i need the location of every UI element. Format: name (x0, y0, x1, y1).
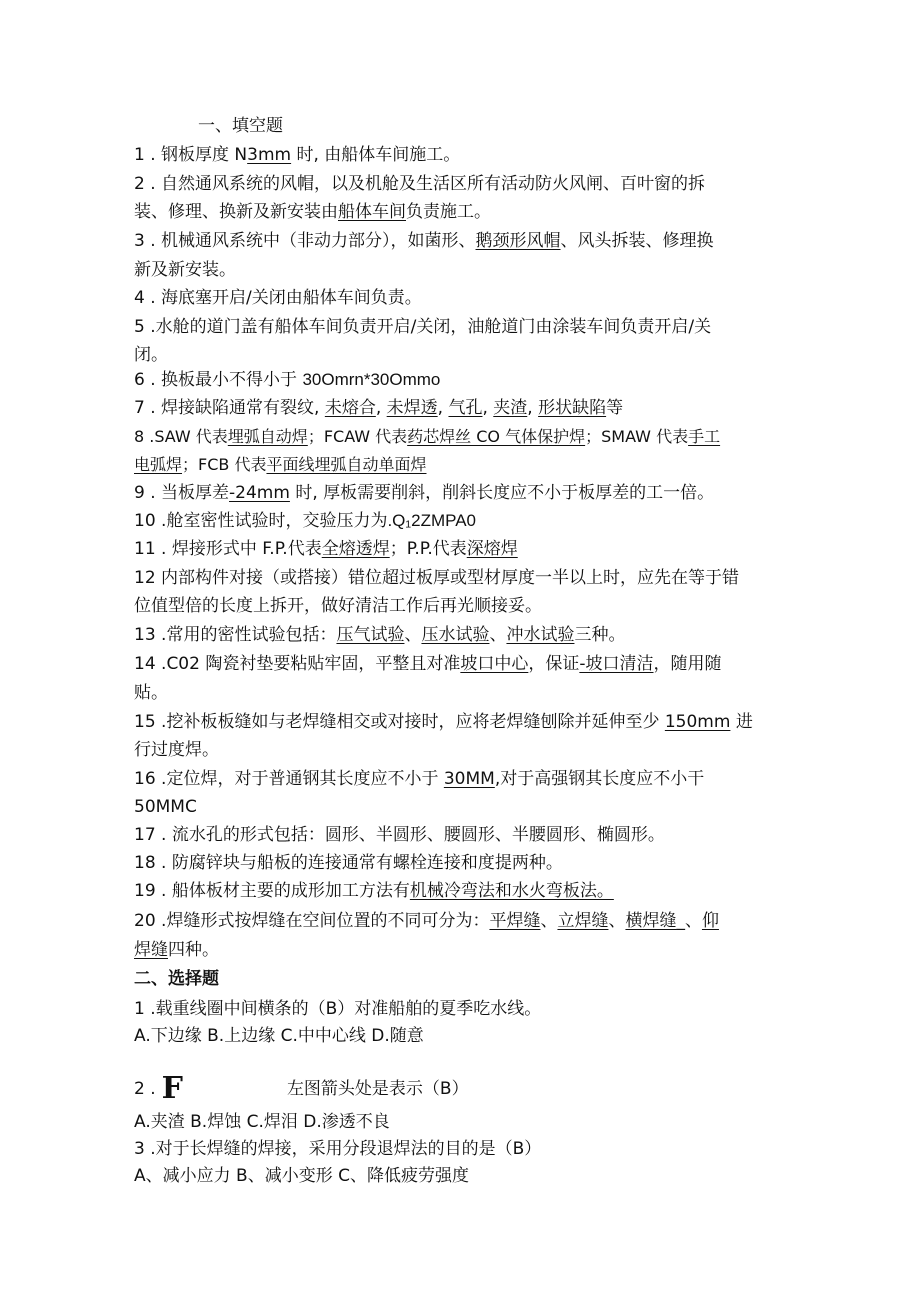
answer-blank: 鹅颈形风帽 (475, 231, 561, 251)
question-17: 17 . 流水孔的形式包括：圆形、半圆形、腰圆形、半腰圆形、椭圆形。 (134, 825, 665, 845)
question-15-line1: 15 .挖补板板缝如与老焊缝相交或对接时，应将老焊缝刨除并延伸至少 150mm 进 (134, 712, 753, 732)
choice-1-question: 1 .载重线圈中间横条的（B）对准船舶的夏季吃水线。 (134, 999, 542, 1019)
question-1: 1 . 钢板厚度 N3mm 时, 由船体车间施工。 (134, 145, 461, 165)
question-2-line2: 装、修理、换新及新安装由船体车间负责施工。 (134, 202, 491, 222)
choice-2-question: 2 . F 左图箭头处是表示（B） (134, 1071, 469, 1106)
question-15-line2: 行过度焊。 (134, 740, 219, 760)
question-19: 19 . 船体板材主要的成形加工方法有机械冷弯法和水火弯板法。 (134, 881, 614, 901)
choice-3-options: A、减小应力 B、减小变形 C、降低疲劳强度 (134, 1166, 469, 1186)
answer-blank: 3mm (247, 145, 292, 165)
question-5-line2: 闭。 (134, 345, 168, 365)
question-9: 9 . 当板厚差-24mm 时, 厚板需要削斜，削斜长度应不小于板厚差的工一倍。 (134, 483, 715, 503)
question-20-line1: 20 .焊缝形式按焊缝在空间位置的不同可分为：平焊缝、立焊缝、横焊缝_、仰 (134, 911, 719, 931)
question-8-line1: 8 .SAW 代表埋弧自动焊；FCAW 代表药芯焊丝 CO 气体保护焊；SMAW 代表手工 (134, 427, 721, 446)
choice-1-options: A.下边缘 B.上边缘 C.中中心线 D.随意 (134, 1026, 424, 1046)
question-3-line2: 新及新安装。 (134, 260, 236, 280)
question-10: 10 .舱室密性试验时，交验压力为.Q₁2ZMPA0 (134, 511, 477, 531)
answer-blank: 船体车间 (338, 202, 406, 222)
question-5-line1: 5 .水舱的道门盖有船体车间负责开启/关闭，油舱道门由涂装车间负责开启/关 (134, 317, 712, 337)
question-14-line2: 贴。 (134, 683, 168, 703)
choice-2-options: A.夹渣 B.焊蚀 C.焊泪 D.渗透不良 (134, 1112, 390, 1132)
section-title-fill-blank: 一、填空题 (198, 116, 283, 136)
question-3-line1: 3 . 机械通风系统中（非动力部分），如菌形、鹅颈形风帽、风头拆装、修理换 (134, 231, 714, 251)
question-12-line1: 12 内部构件对接（或搭接）错位超过板厚或型材厚度一半以上时，应先在等于错 (134, 568, 740, 588)
question-2-line1: 2 . 自然通风系统的风帽，以及机舱及生活区所有活动防火风闸、百叶窗的拆 (134, 174, 706, 194)
question-6: 6 . 换板最小不得小于 30Omrn*30Ommo (134, 370, 441, 390)
question-12-line2: 位值型倍的长度上拆开，做好清洁工作后再光顺接妥。 (134, 596, 542, 616)
question-14-line1: 14 .C02 陶瓷衬垫要粘贴牢固，平整且对准坡口中心，保证-坡口清洁，随用随 (134, 654, 722, 674)
question-11: 11 . 焊接形式中 F.P.代表全熔透焊；P.P.代表深熔焊 (134, 539, 518, 559)
question-8-line2: 电弧焊；FCB 代表平面线埋弧自动单面焊 (134, 455, 427, 474)
question-18: 18 . 防腐锌块与船板的连接通常有螺栓连接和度提两种。 (134, 853, 563, 873)
weld-figure-glyph: F (161, 1071, 183, 1106)
question-7: 7 . 焊接缺陷通常有裂纹, 未熔合, 未焊透, 气孔, 夹渣, 形状缺陷等 (134, 398, 624, 418)
section-title-choice: 二、选择题 (134, 969, 219, 989)
question-13: 13 .常用的密性试验包括：压气试验、压水试验、冲水试验三种。 (134, 625, 626, 645)
choice-3-question: 3 .对于长焊缝的焊接，采用分段退焊法的目的是（B） (134, 1139, 542, 1159)
question-16-line1: 16 .定位焊，对于普通钢其长度应不小于 30MM,对于高强钢其长度应不小干 (134, 769, 705, 789)
question-20-line2: 焊缝四种。 (134, 940, 219, 960)
question-4: 4 . 海底塞开启/关闭由船体车间负责。 (134, 288, 422, 308)
question-16-line2: 50MMC (134, 797, 197, 817)
